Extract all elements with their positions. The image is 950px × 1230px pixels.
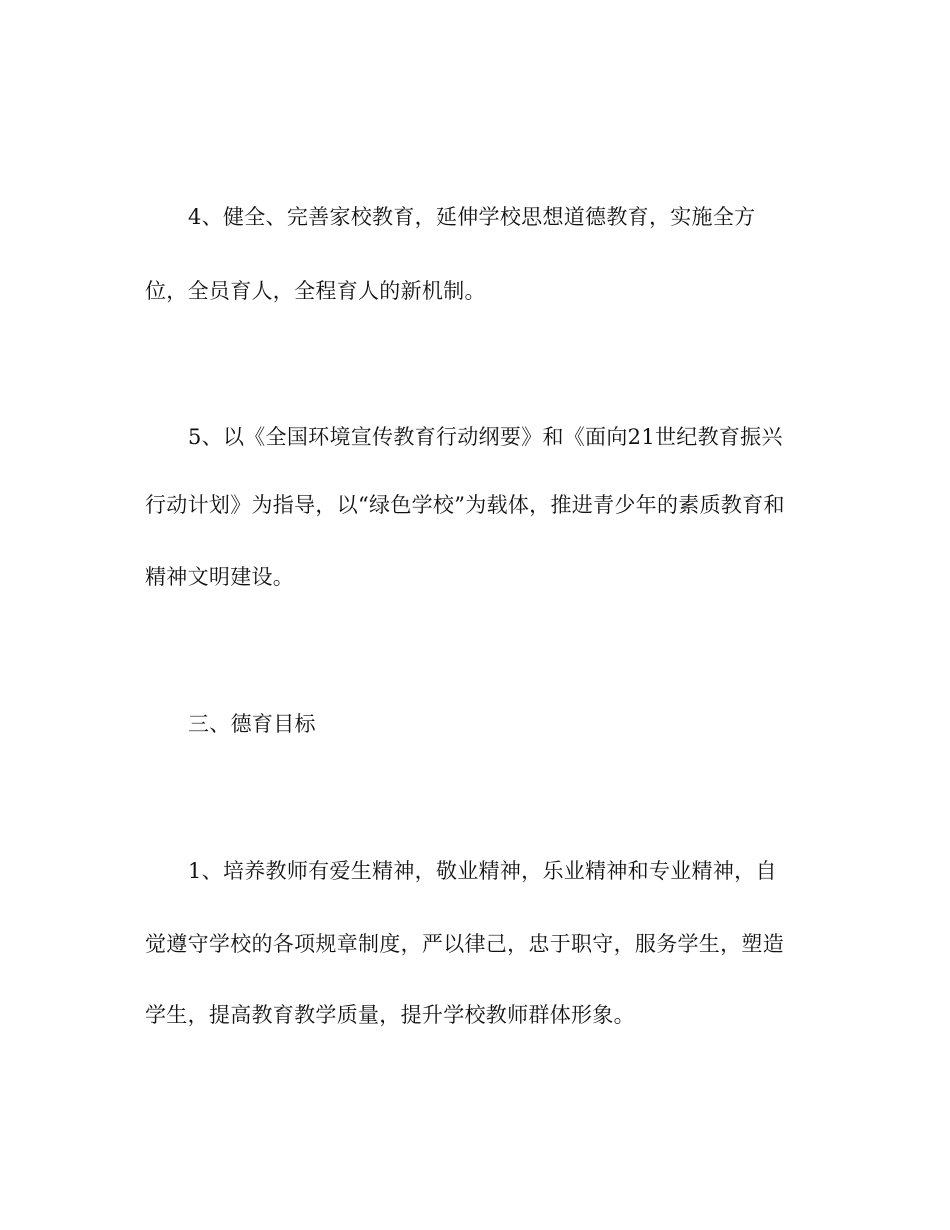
paragraph-line: 学生，提高教育教学质量，提升学校教师群体形象。 [145, 1003, 635, 1027]
paragraph-line: 精神文明建设。 [145, 565, 295, 589]
paragraph-line: 位，全员育人，全程育人的新机制。 [145, 279, 486, 303]
paragraph-line: 行动计划》为指导，以“绿色学校”为载体，推进青少年的素质教育和 [145, 493, 785, 517]
paragraph-line: 1、培养教师有爱生精神，敬业精神，乐业精神和专业精神，自 [188, 859, 777, 883]
section-heading-text: 三、德育目标 [188, 712, 316, 736]
paragraph-line: 5、以《全国环境宣传教育行动纲要》和《面向21世纪教育振兴 [188, 425, 783, 449]
paragraph-line: 4、健全、完善家校教育，延伸学校思想道德教育，实施全方 [188, 205, 756, 229]
paragraph-line: 觉遵守学校的各项规章制度，严以律己，忠于职守，服务学生，塑造 [145, 932, 784, 956]
